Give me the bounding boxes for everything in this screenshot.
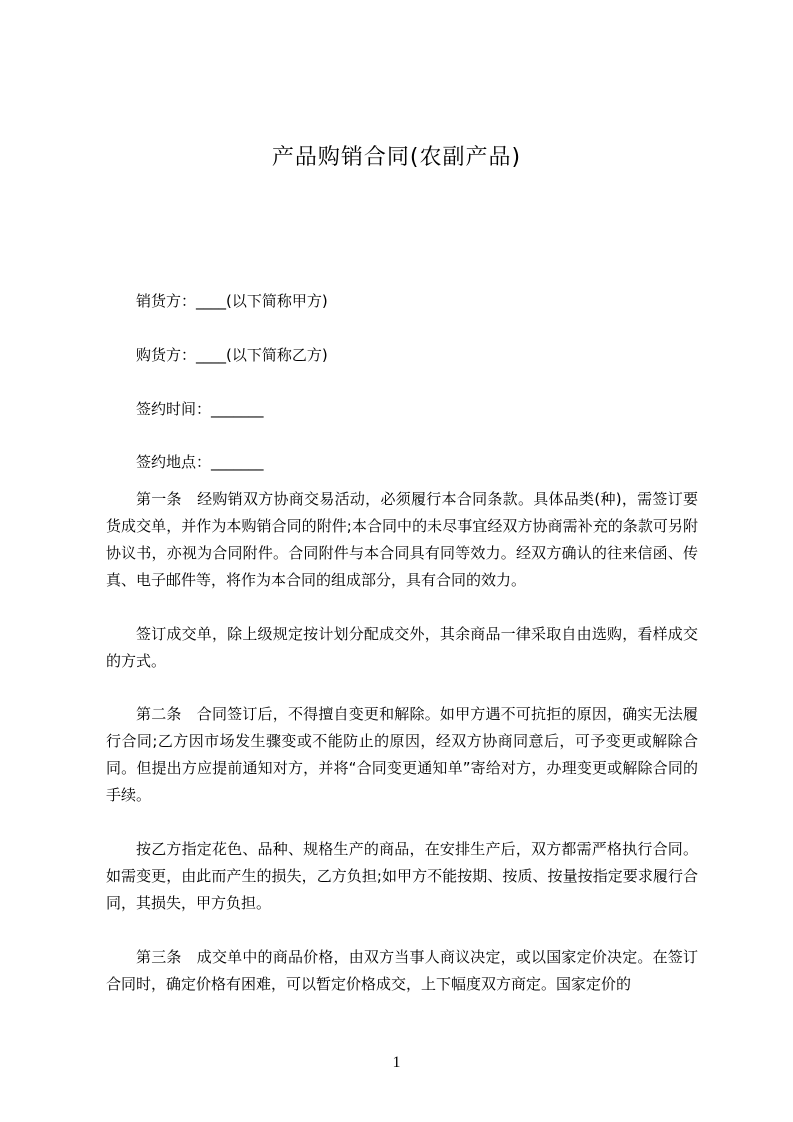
- document-title: 产品购销合同(农副产品): [271, 145, 522, 170]
- order-form-paragraph: 签订成交单，除上级规定按计划分配成交外，其余商品一律采取自由选购，看样成交的方式。: [106, 625, 698, 670]
- buyer-field: 购货方：____(以下简称乙方): [136, 346, 328, 364]
- signing-place-field: 签约地点：_______: [136, 453, 264, 471]
- seller-field: 销货方：____(以下简称甲方): [136, 292, 328, 310]
- article-2-paragraph: 第二条 合同签订后，不得擅自变更和解除。如甲方遇不可抗拒的原因，确实无法履行合同;乙方因市场发生骤变或不能防止的原因，经双方协商同意后，可予变更或解除合同。但提出方应提前通知对方，并将“合同变更通知单”寄给对方，办理变更或解除合同的手续。: [106, 705, 698, 804]
- production-paragraph: 按乙方指定花色、品种、规格生产的商品，在安排生产后，双方都需严格执行合同。如需变更，由此而产生的损失，乙方负担;如甲方不能按期、按质、按量按指定要求履行合同，其损失，甲方负担。: [106, 840, 698, 912]
- page-number: 1: [392, 1054, 401, 1071]
- article-3-paragraph: 第三条 成交单中的商品价格，由双方当事人商议决定，或以国家定价决定。在签订合同时，确定价格有困难，可以暂定价格成交，上下幅度双方商定。国家定价的: [106, 948, 698, 993]
- article-1-paragraph: 第一条 经购销双方协商交易活动，必须履行本合同条款。具体品类(种)，需签订要货成交单，并作为本购销合同的附件;本合同中的未尽事宜经双方协商需补充的条款可另附协议书，亦视为合同附件。合同附件与本合同具有同等效力。经双方确认的往来信函、传真、电子邮件等，将作为本合同的组成部分，具有合同的效力。: [106, 490, 698, 589]
- signing-time-field: 签约时间：_______: [136, 400, 264, 418]
